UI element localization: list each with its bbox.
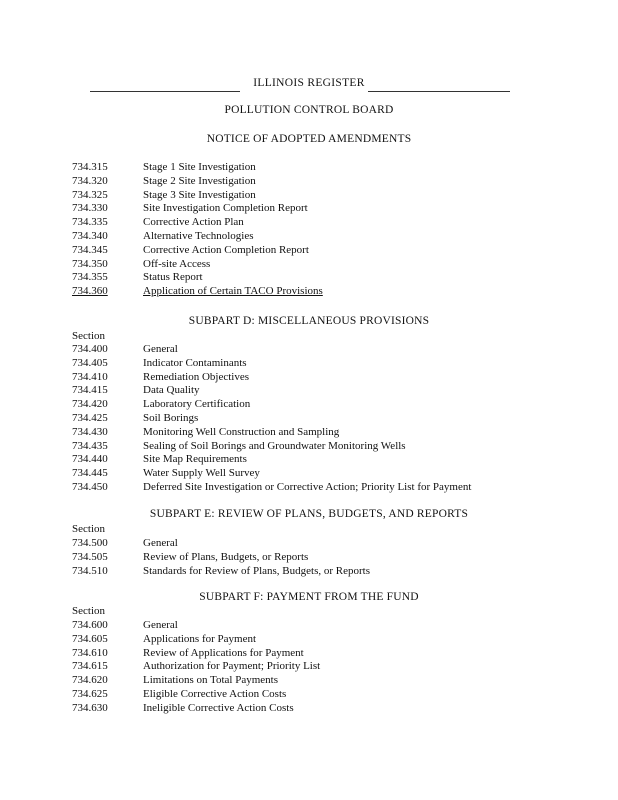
header-rule-left xyxy=(90,91,240,92)
section-number: 734.430 xyxy=(72,425,108,438)
section-title: Stage 3 Site Investigation xyxy=(143,188,256,201)
section-number: 734.415 xyxy=(72,384,108,397)
subpart-f-list xyxy=(72,619,572,716)
section-row xyxy=(72,565,572,579)
section-number: 734.615 xyxy=(72,660,108,673)
section-number: 734.410 xyxy=(72,370,108,383)
section-row xyxy=(72,702,572,716)
section-number: 734.505 xyxy=(72,550,108,563)
section-number: 734.420 xyxy=(72,398,108,411)
section-title: Data Quality xyxy=(143,384,200,397)
section-row xyxy=(72,481,572,495)
section-row xyxy=(72,467,572,481)
subpart-d-list xyxy=(72,343,572,495)
section-title: General xyxy=(143,619,178,631)
section-label: Section xyxy=(72,605,105,617)
section-label: Section xyxy=(72,523,105,535)
section-row xyxy=(72,398,572,412)
section-title: Indicator Contaminants xyxy=(143,356,247,369)
section-number: 734.405 xyxy=(72,356,108,369)
section-row xyxy=(72,258,572,272)
section-number: 734.435 xyxy=(72,439,108,452)
section-title: Soil Borings xyxy=(143,411,199,424)
section-row xyxy=(72,175,572,189)
section-title: Standards for Review of Plans, Budgets, or Reports xyxy=(143,564,370,577)
register-title: ILLINOIS REGISTER xyxy=(253,77,365,89)
section-title: Alternative Technologies xyxy=(143,229,254,242)
subpart-e-heading: SUBPART E: REVIEW OF PLANS, BUDGETS, AND REPORTS xyxy=(149,508,469,520)
section-title: Review of Plans, Budgets, or Reports xyxy=(143,550,309,563)
section-number: 734.600 xyxy=(72,619,108,631)
section-number: 734.360 xyxy=(72,285,108,298)
section-title: Limitations on Total Payments xyxy=(143,674,278,687)
section-row xyxy=(72,453,572,467)
section-title: Applications for Payment xyxy=(143,632,257,645)
notice-title: NOTICE OF ADOPTED AMENDMENTS xyxy=(206,133,412,145)
section-number: 734.500 xyxy=(72,537,108,549)
section-row xyxy=(72,285,572,299)
section-title: General xyxy=(143,343,178,355)
section-number: 734.330 xyxy=(72,202,108,215)
section-title: Eligible Corrective Action Costs xyxy=(143,687,287,700)
section-title: Monitoring Well Construction and Sampling xyxy=(143,425,340,438)
section-number: 734.400 xyxy=(72,343,108,355)
section-title: Status Report xyxy=(143,271,203,284)
section-row xyxy=(72,202,572,216)
section-number: 734.630 xyxy=(72,701,108,714)
section-title: Authorization for Payment; Priority List xyxy=(143,660,321,673)
section-number: 734.440 xyxy=(72,453,108,466)
section-title: Remediation Objectives xyxy=(143,370,249,383)
section-number: 734.350 xyxy=(72,257,108,270)
section-label: Section xyxy=(72,330,105,342)
section-number: 734.425 xyxy=(72,411,108,424)
section-number: 734.320 xyxy=(72,174,108,187)
section-row xyxy=(72,189,572,203)
section-number: 734.610 xyxy=(72,646,108,659)
section-row xyxy=(72,244,572,258)
section-row xyxy=(72,384,572,398)
section-row xyxy=(72,271,572,285)
section-row xyxy=(72,343,572,357)
section-row xyxy=(72,660,572,674)
section-title: General xyxy=(143,537,178,549)
section-row xyxy=(72,551,572,565)
section-number: 734.620 xyxy=(72,674,108,687)
section-row xyxy=(72,426,572,440)
section-title: Site Investigation Completion Report xyxy=(143,202,308,215)
section-number: 734.355 xyxy=(72,271,108,284)
section-title: Ineligible Corrective Action Costs xyxy=(143,701,294,714)
section-row xyxy=(72,633,572,647)
section-title: Stage 2 Site Investigation xyxy=(143,174,256,187)
section-title: Site Map Requirements xyxy=(143,453,247,466)
section-number: 734.315 xyxy=(72,161,108,173)
section-number: 734.345 xyxy=(72,243,108,256)
section-row xyxy=(72,537,572,551)
section-row xyxy=(72,619,572,633)
section-number: 734.325 xyxy=(72,188,108,201)
section-row xyxy=(72,161,572,175)
section-list-continued xyxy=(72,161,572,299)
section-row xyxy=(72,440,572,454)
subpart-e-list xyxy=(72,537,572,578)
subpart-d-heading: SUBPART D: MISCELLANEOUS PROVISIONS xyxy=(188,315,430,327)
section-row xyxy=(72,357,572,371)
section-number: 734.510 xyxy=(72,564,108,577)
section-row xyxy=(72,647,572,661)
section-title: Laboratory Certification xyxy=(143,398,251,411)
section-row xyxy=(72,412,572,426)
subpart-f-heading: SUBPART F: PAYMENT FROM THE FUND xyxy=(199,591,419,603)
header-rule-right xyxy=(368,91,510,92)
section-row xyxy=(72,371,572,385)
section-number: 734.445 xyxy=(72,467,108,480)
section-number: 734.335 xyxy=(72,216,108,229)
section-title: Corrective Action Plan xyxy=(143,216,244,229)
section-title: Application of Certain TACO Provisions xyxy=(143,285,323,298)
section-title: Corrective Action Completion Report xyxy=(143,243,309,256)
section-title: Deferred Site Investigation or Corrective Action; Priority List for Payment xyxy=(143,480,472,493)
section-row xyxy=(72,674,572,688)
section-title: Sealing of Soil Borings and Groundwater Monitoring Wells xyxy=(143,439,406,452)
section-number: 734.625 xyxy=(72,687,108,700)
section-title: Stage 1 Site Investigation xyxy=(143,161,256,173)
section-title: Review of Applications for Payment xyxy=(143,646,304,659)
section-row xyxy=(72,688,572,702)
section-title: Off-site Access xyxy=(143,257,211,270)
section-row xyxy=(72,230,572,244)
board-title: POLLUTION CONTROL BOARD xyxy=(224,104,394,116)
section-number: 734.340 xyxy=(72,229,108,242)
section-number: 734.450 xyxy=(72,480,108,493)
section-title: Water Supply Well Survey xyxy=(143,467,260,480)
section-number: 734.605 xyxy=(72,632,108,645)
section-row xyxy=(72,216,572,230)
